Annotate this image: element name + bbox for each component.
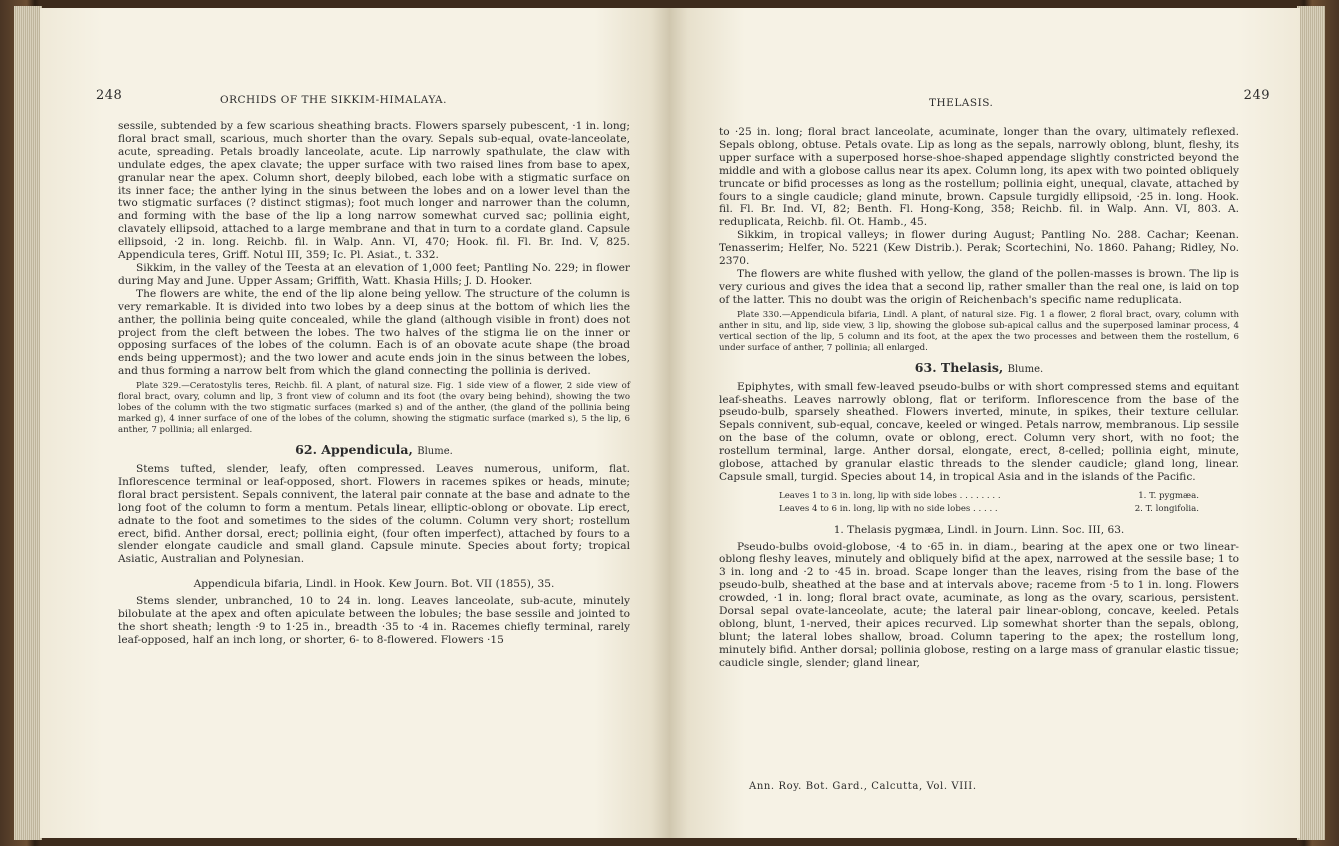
right-page [669,8,1300,838]
key-result: 2. T. longifolia. [1134,503,1199,514]
genus-author: Blume. [1007,363,1044,375]
left-page-edges [14,6,42,840]
right-paragraph: The flowers are white flushed with yellow, the gland of the pollen-masses is brown. The lip is very curious and gives the idea that a second lip, rather smaller than the real one, is laid on top of the latter. This no doubt was the origin of Reichenbach's specific name reduplicata. [719,267,1239,306]
left-page-number: 248 [96,88,123,103]
left-paragraph: The flowers are white, the end of the lip alone being yellow. The structure of the column is very remarkable. It is divided into two lobes by a deep sinus at the bottom of which lies the anther, the pollinia being quite concealed, while the gland (although visible in front) does not project from the cleft between the lobes. The two halves of the stigma lie on the inner or opposing surfaces of the lobes of the column. Each is of an obovate acute shape (the broad ends being uppermost); and the two lower and acute ends join in the sinus between the lobes, and thus forming a narrow belt from which the gland connecting the pollinia is derived. [118,287,630,378]
genus-heading-text: 63. Thelasis, [914,359,1004,375]
right-footer: Ann. Roy. Bot. Gard., Calcutta, Vol. VIII. [749,781,977,792]
genus-author: Blume. [417,446,453,458]
right-running-head: THELASIS. [929,97,994,109]
left-species-heading: Appendicula bifaria, Lindl. in Hook. Kew Journ. Bot. VII (1855), 35. [193,578,555,591]
right-paragraph: Sikkim, in tropical valleys; in flower during August; Pantling No. 288. Cachar; Keenan. Tenasserim; Helfer, No. 5221 (Kew Distrib.). Perak; Scortechini, No. 1860. Pahang; Ridley, No. 2370. [719,229,1239,268]
key-table [719,490,1239,516]
right-genus-heading [719,359,1239,377]
left-genus-description: Stems tufted, slender, leafy, often compressed. Leaves numerous, uniform, flat. Inflorescence terminal or leaf-opposed, short. Flowers in racemes spikes or heads, minute; floral bract persistent. Sepals connivent, the lateral pair connate at the base and adnate to the long foot of the column to form a mentum. Petals linear, elliptic-oblong or obovate. Lip erect, adnate to the foot and sometimes to the sides of the column. Column very short; rostellum erect, bifid. Anther dorsal, erect; pollinia eight, (four often imperfect), attached by fours to a slender elongate caudicle and small gland. Capsule minute. Species about forty; tropical Asiatic, Australian and Polynesian. [118,463,630,566]
key-text: Leaves 4 to 6 in. long, lip with no side lobes . . . . . [779,503,998,514]
left-species-description: Stems slender, unbranched, 10 to 24 in. long. Leaves lanceolate, sub-acute, minutely bilobulate at the apex and often apiculate between the lobules; the base sessile and jointed to the short sheath; length ·9 to 1·25 in., breadth ·35 to ·4 in. Racemes chiefly terminal, rarely leaf-opposed, half an inch long, or shorter, 6- to 8-flowered. Flowers ·15 [118,595,630,646]
key-result: 1. T. pygmæa. [1138,490,1199,501]
right-species-heading: 1. Thelasis pygmæa, Lindl. in Journ. Linn. Soc. III, 63. [833,523,1125,536]
right-species-description: Pseudo-bulbs ovoid-globose, ·4 to ·65 in. in diam., bearing at the apex one or two linear-oblong fleshy leaves, minutely and obliquely bifid at the apex, narrowed at the sessile base; 1 to 3 in. long and ·2 to ·45 in. broad. Scape longer than the leaves, rising from the base of the pseudo-bulb, sheathed at the base and at intervals above; raceme from ·5 to 1 in. long. Flowers crowded, ·1 in. long; floral bract ovate, acuminate, as long as the ovary, scarious, persistent. Dorsal sepal ovate-lanceolate, acute; the lateral pair linear-oblong, concave, keeled. Petals oblong, blunt, 1-nerved, their apices recurved. Lip somewhat shorter than the sepals, oblong, blunt; the lateral lobes shallow, broad. Column tapering to the apex; the rostellum long, minutely bifid. Anther dorsal; pollinia globose, resting on a large mass of granular elastic tissue; caudicle single, slender; gland linear, [719,540,1239,669]
right-body [719,126,1239,670]
left-body [118,120,630,647]
right-page-edges [1297,6,1325,840]
right-genus-description: Epiphytes, with small few-leaved pseudo-bulbs or with short compressed stems and equitant leaf-sheaths. Leaves narrowly oblong, flat or teriform. Inflorescence from the base of the pseudo-bulb, sparsely sheathed. Flowers inverted, minute, in spikes, their texture cellular. Sepals connivent, sub-equal, concave, keeled or winged. Petals narrow, membranous. Lip sessile on the base of the column, ovate or oblong, erect. Column very short, with no foot; the rostellum terminal, large. Anther dorsal, elongate, erect, 8-celled; pollinia eight, minute, globose, attached by granular elastic threads to the slender caudicle; gland long, linear. Capsule small, turgid. Species about 14, in tropical Asia and in the islands of the Pacific. [719,380,1239,483]
right-paragraph: to ·25 in. long; floral bract lanceolate, acuminate, longer than the ovary, ultimately reflexed. Sepals oblong, obtuse. Petals ovate. Lip as long as the sepals, narrowly oblong, blunt, fleshy, its upper surface with a superposed horse-shoe-shaped appendage slightly constricted beyond the middle and with a globose callus near its apex. Column long, its apex with two pointed obliquely truncate or bifid processes as long as the rostellum; pollinia eight, unequal, clavate, attached by fours to a single caudicle; gland minute, brown. Capsule turgidly ellipsoid, ·25 in. long. Hook. fil. Fl. Br. Ind. VI, 82; Benth. Fl. Hong-Kong, 358; Reichb. fil. in Walp. Ann. VI, 803. A. reduplicata, Reichb. fil. Ot. Hamb., 45. [719,126,1239,229]
key-row [719,490,1239,503]
left-paragraph: sessile, subtended by a few scarious sheathing bracts. Flowers sparsely pubescent, ·1 in. long; floral bract small, scarious, much shorter than the ovary. Sepals sub-equal, ovate-lanceolate, acute, spreading. Petals broadly lanceolate, acute. Lip narrowly spathulate, the claw with undulate edges, the apex clavate; the upper surface with two raised lines from base to apex, granular near the apex. Column short, deeply bilobed, each lobe with a stigmatic surface on its inner face; the anther lying in the sinus between the lobes and on a lower level than the two stigmatic surfaces (? distinct stigmas); foot much longer and narrower than the column, and forming with the base of the lip a long narrow somewhat curved sac; pollinia eight, clavately ellipsoid, attached to a large membrane and that in turn to a cordate gland. Capsule ellipsoid, ·2 in. long. Reichb. fil. in Walp. Ann. VI, 470; Hook. fil. Fl. Br. Ind. V, 825. Appendicula teres, Griff. Notul III, 359; Ic. Pl. Asiat., t. 332. [118,120,630,262]
key-text: Leaves 1 to 3 in. long, lip with side lobes . . . . . . . . [779,490,1001,501]
left-plate-note: Plate 329.—Ceratostylis teres, Reichb. fil. A plant, of natural size. Fig. 1 side view of a flower, 2 side view of floral bract, ovary, column and lip, 3 front view of column and its foot (the ovary being behind), showing the two lobes of the column with the two stigmatic surfaces (marked s) and of the anther, (the gland of the pollinia being marked g), 4 inner surface of one of the lobes of the column, showing the stigmatic surface (marked s), 5 the lip, 6 anther, 7 pollinia; all enlarged. [118,381,630,436]
right-page-number: 249 [1243,88,1270,103]
left-paragraph: Sikkim, in the valley of the Teesta at an elevation of 1,000 feet; Pantling No. 229; in flower during May and June. Upper Assam; Griffith, Watt. Khasia Hills; J. D. Hooker. [118,261,630,287]
genus-heading-text: 62. Appendicula, [295,442,413,458]
left-running-head: ORCHIDS OF THE SIKKIM-HIMALAYA. [220,94,447,106]
left-page [40,8,670,838]
key-row [719,503,1239,516]
right-plate-note: Plate 330.—Appendicula bifaria, Lindl. A plant, of natural size. Fig. 1 a flower, 2 floral bract, ovary, column with anther in situ, and lip, side view, 3 lip, showing the globose sub-apical callus and the superposed laminar process, 4 vertical section of the lip, 5 column and its foot, at the apex the two processes and between them the rostellum, 6 under surface of anther, 7 pollinia; all enlarged. [719,309,1239,353]
left-genus-heading [118,444,630,459]
